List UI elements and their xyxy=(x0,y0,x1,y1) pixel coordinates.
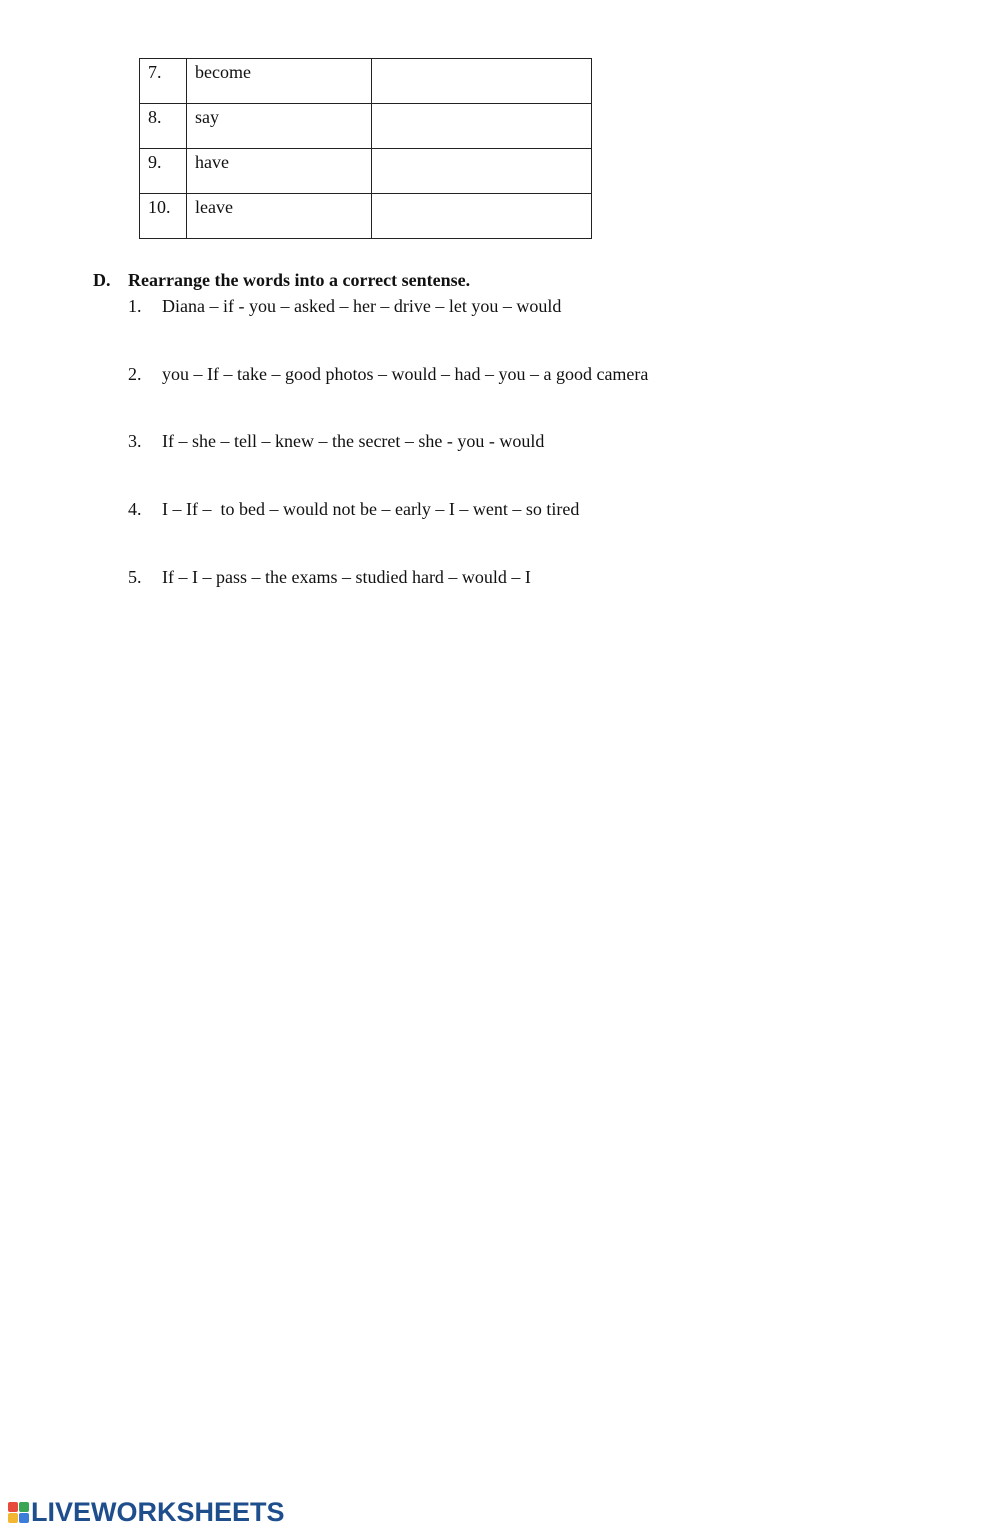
logo-square xyxy=(8,1513,18,1523)
verb-cell: say xyxy=(187,104,372,149)
list-item xyxy=(128,498,579,520)
list-item xyxy=(128,430,544,452)
list-item xyxy=(128,363,648,385)
item-text: you – If – take – good photos – would – had – you – a good camera xyxy=(162,364,649,384)
liveworksheets-logo[interactable] xyxy=(8,1497,285,1528)
logo-square xyxy=(19,1513,29,1523)
answer-cell[interactable] xyxy=(372,59,592,104)
item-text: I – If – to bed – would not be – early – I – went – so tired xyxy=(162,499,580,519)
table-row xyxy=(140,104,592,149)
table-row xyxy=(140,149,592,194)
verb-table xyxy=(139,58,592,239)
answer-cell[interactable] xyxy=(372,194,592,239)
section-heading xyxy=(93,269,893,291)
item-number: 4. xyxy=(128,499,142,519)
logo-square xyxy=(8,1502,18,1512)
item-text: Diana – if - you – asked – her – drive – let you – would xyxy=(162,296,562,316)
logo-squares-icon xyxy=(8,1502,29,1523)
item-text: If – I – pass – the exams – studied hard – would – I xyxy=(162,567,531,587)
verb-cell: have xyxy=(187,149,372,194)
item-number: 1. xyxy=(128,296,142,316)
table-row xyxy=(140,194,592,239)
section-letter: D. xyxy=(93,270,111,290)
verb-cell: leave xyxy=(187,194,372,239)
logo-square xyxy=(19,1502,29,1512)
logo-text: LIVEWORKSHEETS xyxy=(31,1497,285,1527)
item-number: 2. xyxy=(128,364,142,384)
row-number: 7. xyxy=(140,59,187,104)
section-d xyxy=(93,269,893,587)
item-number: 3. xyxy=(128,431,142,451)
table-row xyxy=(140,59,592,104)
list-item xyxy=(128,566,531,588)
verb-cell: become xyxy=(187,59,372,104)
row-number: 8. xyxy=(140,104,187,149)
answer-cell[interactable] xyxy=(372,104,592,149)
answer-cell[interactable] xyxy=(372,149,592,194)
row-number: 9. xyxy=(140,149,187,194)
list-item xyxy=(128,295,561,317)
item-number: 5. xyxy=(128,567,142,587)
section-title: Rearrange the words into a correct sentense. xyxy=(128,270,471,290)
item-text: If – she – tell – knew – the secret – she - you - would xyxy=(162,431,545,451)
row-number: 10. xyxy=(140,194,187,239)
